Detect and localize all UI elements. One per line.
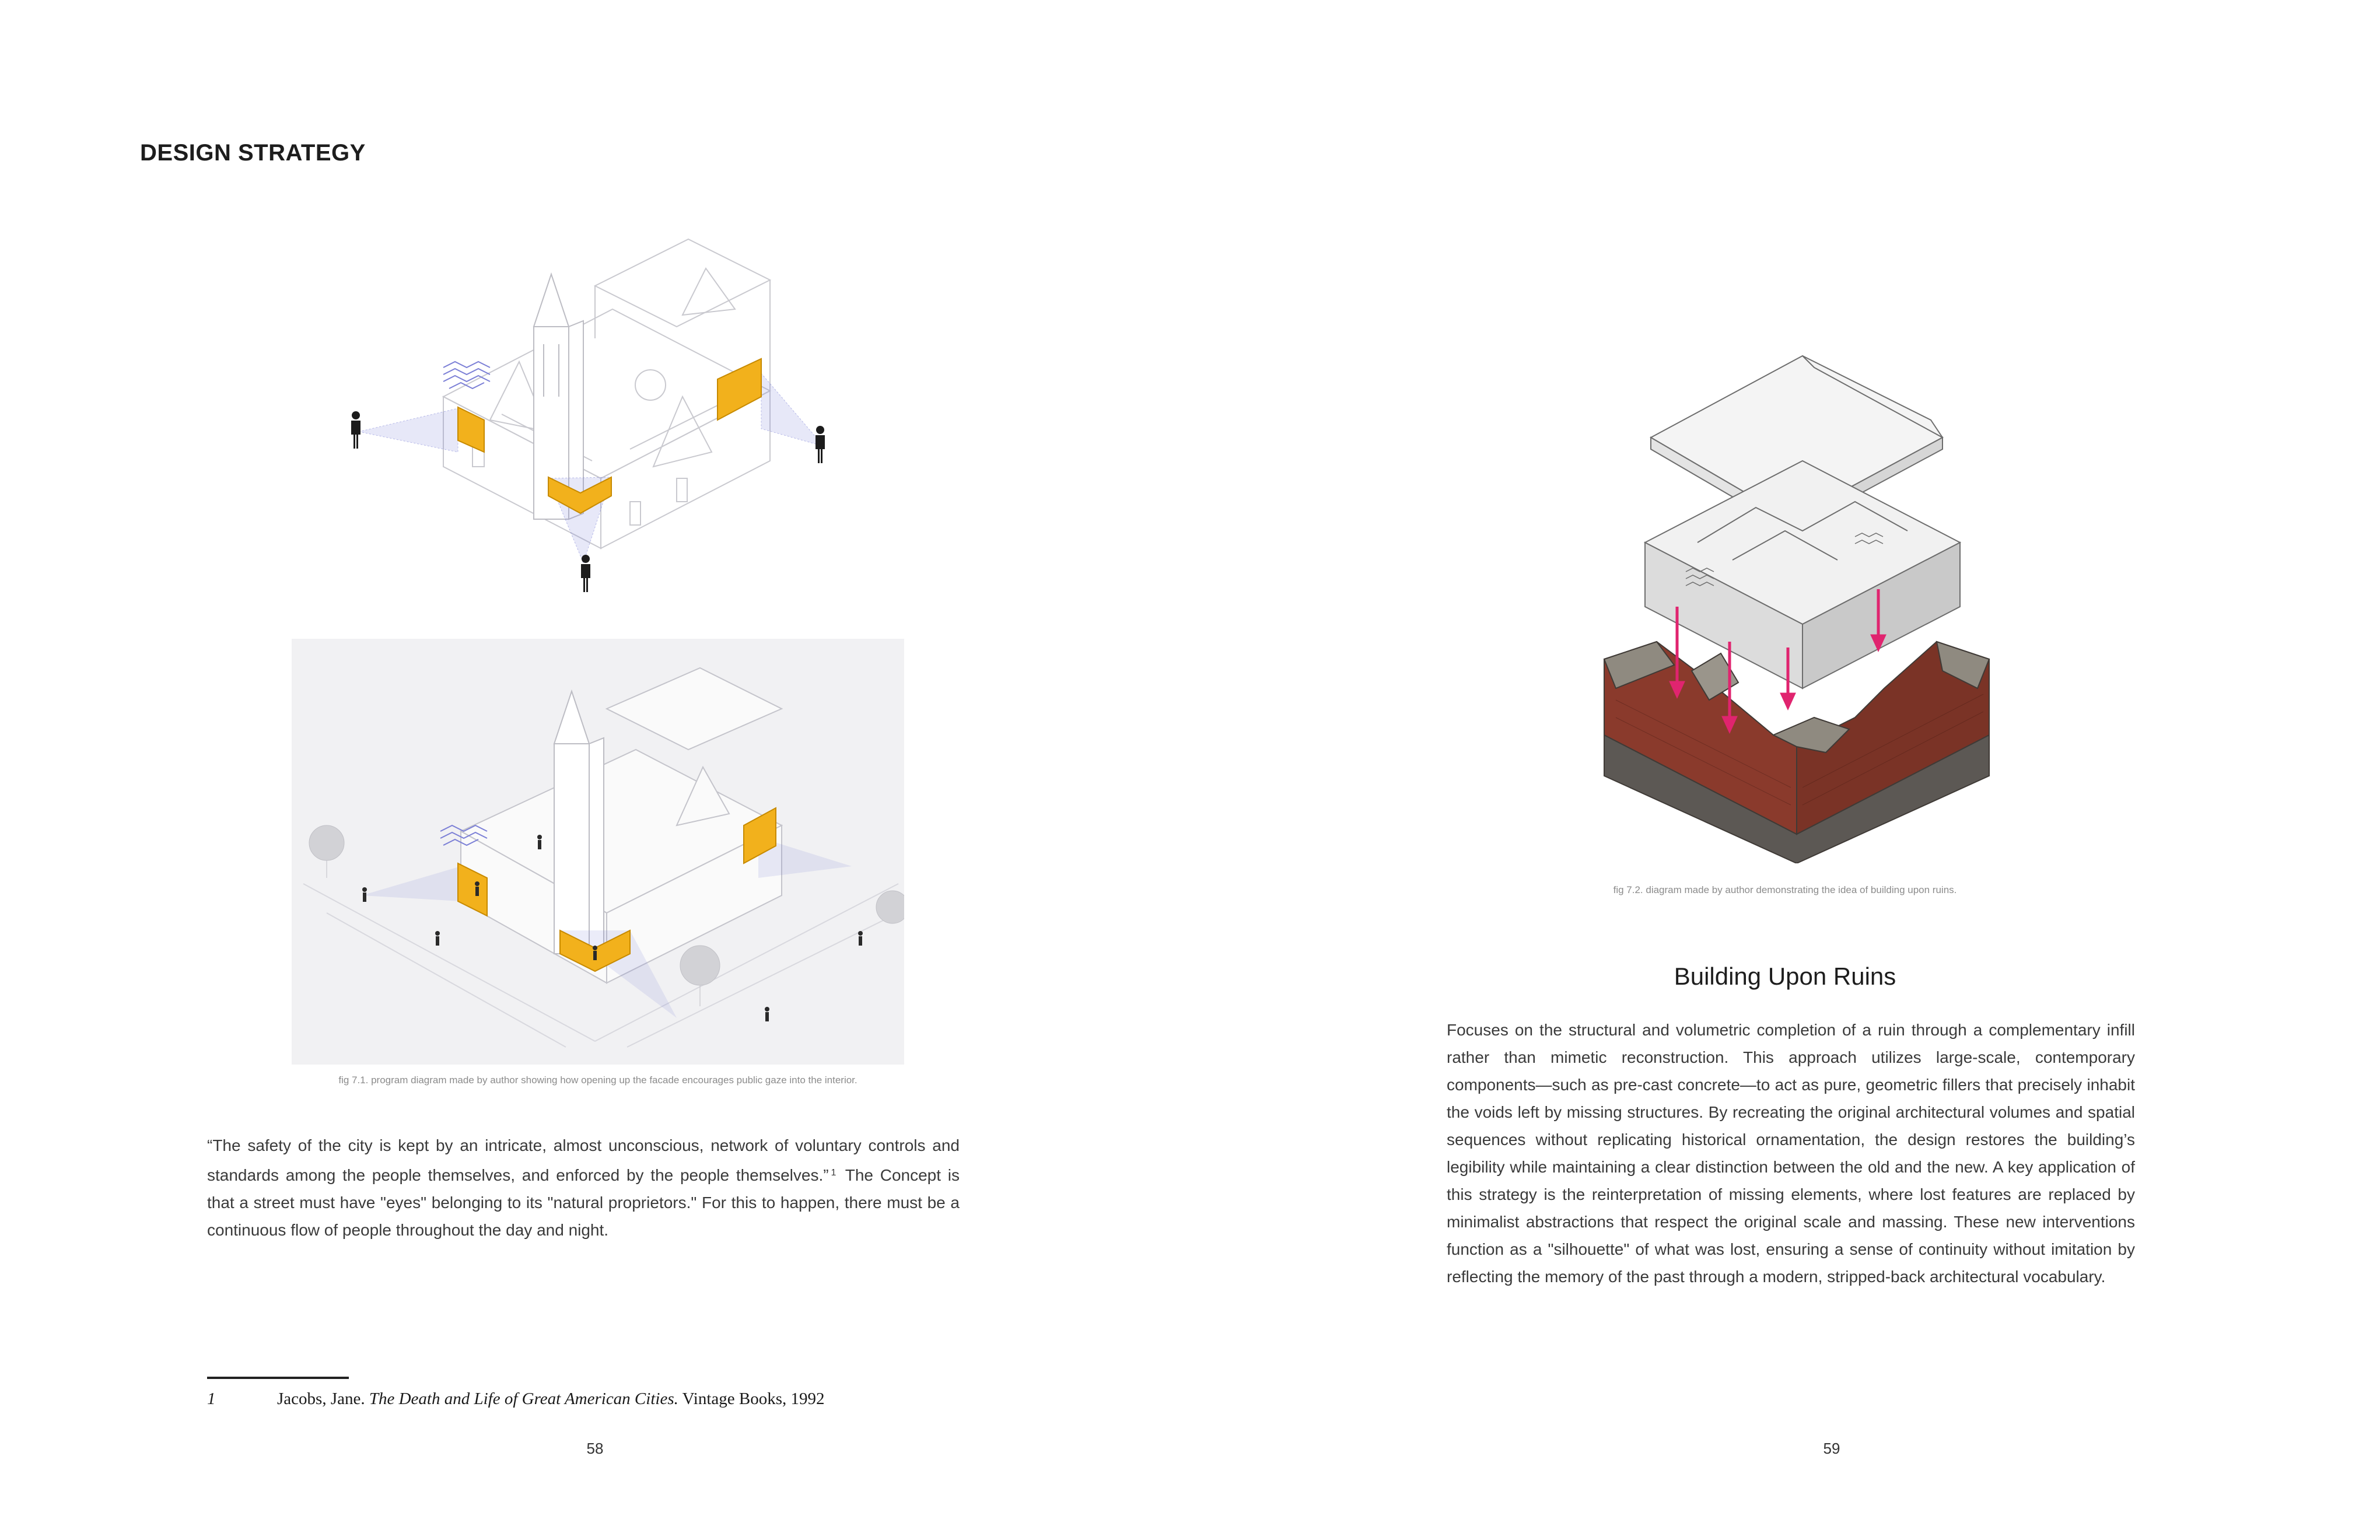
program-diagram-axonometric <box>327 222 875 607</box>
person-silhouette-icon <box>475 881 480 896</box>
person-silhouette-icon <box>816 426 825 463</box>
jacobs-quote: “The safety of the city is kept by an intricate, almost unconscious, network of voluntary controls and standards among the people themselves, and enforced by the people themselves.” <box>207 1136 960 1184</box>
person-silhouette-icon <box>858 931 863 946</box>
strategy-paragraph: Focuses on the structural and volumetric completion of a ruin through a complementary infill rather than mimetic reconstruction. This approach utilizes large-scale, contemporary components—such as pre-cast concrete—to act as pure, geometric fillers that precisely inhabit the voids left by missing structures. By recreating the original architectural volumes and spatial sequences without replicating historical ornamentation, the design restores the building’s legibility while maintaining a clear distinction between the old and the new. A key application of this strategy is the reinterpretation of missing elements, where lost features are replaced by minimalist abstractions that respect the original scale and massing. These new interventions function as a "silhouette" of what was lost, ensuring a sense of continuity without imitation by reflecting the memory of the past through a modern, stripped-back architectural vocabulary. <box>1447 1021 2135 1286</box>
footnote-number: 1 <box>207 1390 216 1408</box>
quote-paragraph <box>207 1132 960 1244</box>
building-upon-ruins-diagram <box>1581 315 2013 863</box>
page-number-right: 59 <box>1823 1440 1840 1457</box>
figure-caption-7-1: fig 7.1. program diagram made by author showing how opening up the facade encourages public gaze into the interior. <box>338 1074 858 1086</box>
footnote-author: Jacobs, Jane. <box>277 1390 365 1408</box>
section-title: DESIGN STRATEGY <box>140 140 366 166</box>
right-page <box>1190 0 2380 1540</box>
person-silhouette-icon <box>351 411 360 449</box>
figure-caption-7-2: fig 7.2. diagram made by author demonstrating the idea of building upon ruins. <box>1613 884 1957 895</box>
footnote-divider <box>207 1377 349 1379</box>
page-number-left: 58 <box>586 1440 604 1457</box>
person-silhouette-icon <box>537 835 542 849</box>
person-silhouette-icon <box>581 555 590 592</box>
person-silhouette-icon <box>435 931 440 946</box>
person-silhouette-icon <box>765 1007 769 1021</box>
footnote-reference: 1 <box>831 1168 836 1178</box>
footnote-book-title: The Death and Life of Great American Cities. <box>369 1390 678 1408</box>
footnote-publisher: Vintage Books, 1992 <box>682 1390 825 1408</box>
street-scene-diagram <box>292 639 904 1065</box>
person-silhouette-icon <box>593 946 597 960</box>
person-silhouette-icon <box>362 887 367 902</box>
quote-continuation: The Concept is that a street must have "eyes" belonging to its "natural proprietors." For this to happen, there must be a continuous flow of people throughout the day and night. <box>207 1166 960 1239</box>
footnote <box>207 1390 825 1409</box>
section-heading-building-upon-ruins: Building Upon Ruins <box>1674 963 1896 990</box>
